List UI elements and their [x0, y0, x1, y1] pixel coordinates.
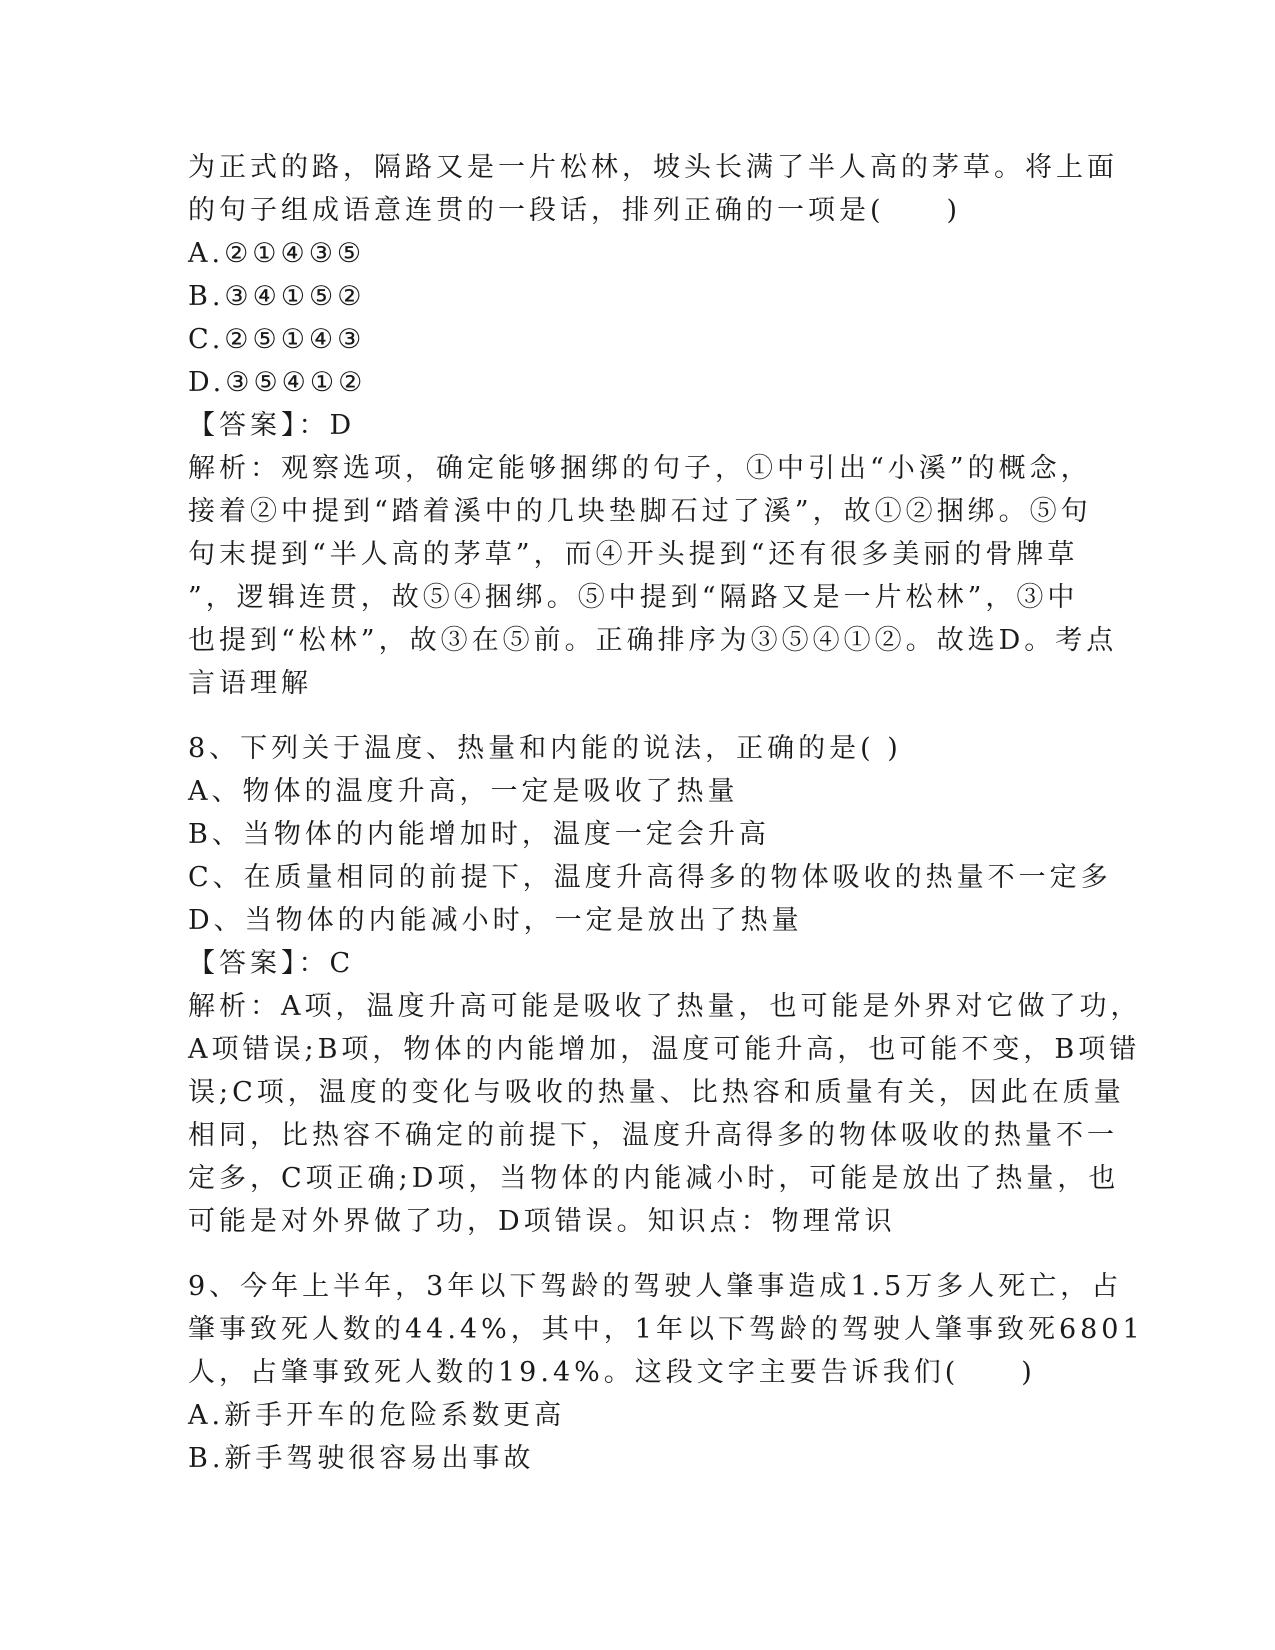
analysis-line: 相同，比热容不确定的前提下，温度升高得多的物体吸收的热量不一 — [188, 1120, 1118, 1151]
question-8-options — [188, 770, 1112, 942]
question-8-analysis — [188, 985, 1142, 1243]
question-7-text-line: 的句子组成语意连贯的一段话，排列正确的一项是( ) — [188, 195, 962, 226]
analysis-line: 可能是对外界做了功，D项错误。知识点：物理常识 — [188, 1206, 896, 1237]
analysis-line: 也提到“松林”，故③在⑤前。正确排序为③⑤④①②。故选D。考点 — [188, 625, 1118, 656]
analysis-line: 解析：观察选项，确定能够捆绑的句子，①中引出“小溪”的概念， — [188, 453, 1092, 484]
question-8-option-a: A、物体的温度升高，一定是吸收了热量 — [188, 776, 739, 807]
question-9-text-line: 肇事致死人数的44.4%，其中，1年以下驾龄的驾驶人肇事致死6801 — [188, 1314, 1144, 1345]
question-7-analysis — [188, 447, 1118, 705]
question-8-option-c: C、在质量相同的前提下，温度升高得多的物体吸收的热量不一定多 — [188, 862, 1112, 893]
question-9-option-a: A.新手开车的危险系数更高 — [188, 1400, 566, 1431]
question-7-option-c: C.②⑤①④③ — [188, 324, 366, 355]
question-8-title: 8、下列关于温度、热量和内能的说法，正确的是( ) — [188, 733, 902, 764]
document-body — [188, 146, 1144, 1480]
analysis-line: 解析：A项，温度升高可能是吸收了热量，也可能是外界对它做了功， — [188, 991, 1142, 1022]
question-7-tail — [188, 146, 1118, 232]
analysis-line: 误;C项，温度的变化与吸收的热量、比热容和质量有关，因此在质量 — [188, 1077, 1125, 1108]
question-8-option-b: B、当物体的内能增加时，温度一定会升高 — [188, 819, 770, 850]
question-8-option-d: D、当物体的内能减小时，一定是放出了热量 — [188, 905, 803, 936]
analysis-line: 接着②中提到“踏着溪中的几块垫脚石过了溪”，故①②捆绑。⑤句 — [188, 496, 1092, 527]
question-7-option-a: A.②①④③⑤ — [188, 238, 366, 269]
question-9-option-b: B.新手驾驶很容易出事故 — [188, 1443, 535, 1474]
analysis-line: A项错误;B项，物体的内能增加，温度可能升高，也可能不变，B项错 — [188, 1034, 1141, 1065]
question-7-option-d: D.③⑤④①② — [188, 367, 367, 398]
question-9-options — [188, 1394, 1088, 1480]
question-7-text-line: 为正式的路，隔路又是一片松林，坡头长满了半人高的茅草。将上面 — [188, 152, 1118, 183]
question-9-text-line: 人，占肇事致死人数的19.4%。这段文字主要告诉我们( ) — [188, 1357, 1036, 1388]
analysis-line: ”，逻辑连贯，故⑤④捆绑。⑤中提到“隔路又是一片松林”，③中 — [188, 582, 1079, 613]
question-7-option-b: B.③④①⑤② — [188, 281, 366, 312]
analysis-line: 句末提到“半人高的茅草”，而④开头提到“还有很多美丽的骨牌草 — [188, 539, 1079, 570]
question-9-text-line: 9、今年上半年，3年以下驾龄的驾驶人肇事造成1.5万多人死亡，占 — [188, 1271, 1123, 1302]
question-7-options — [188, 232, 1088, 404]
section-gap — [188, 705, 1088, 727]
question-8-answer: 【答案】：C — [188, 948, 355, 979]
question-7-answer: 【答案】：D — [188, 410, 356, 441]
section-gap — [188, 1243, 1088, 1265]
analysis-line: 言语理解 — [188, 668, 312, 699]
question-9 — [188, 1265, 1144, 1394]
analysis-line: 定多，C项正确;D项，当物体的内能减小时，可能是放出了热量，也 — [188, 1163, 1120, 1194]
